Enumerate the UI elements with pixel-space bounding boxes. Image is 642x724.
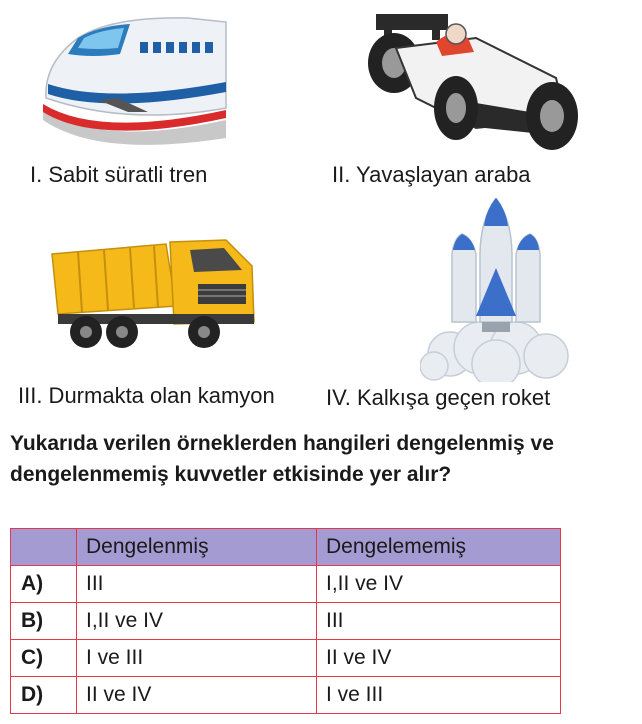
- question-text: Yukarıda verilen örneklerden hangileri dengelenmiş ve dengelenmemiş kuvvetler etkisinde yer alır?: [10, 432, 554, 486]
- unbalanced-cell: III: [317, 603, 561, 640]
- train-illustration: [38, 8, 230, 146]
- option-label: A): [11, 566, 77, 603]
- caption-train: I. Sabit süratli tren: [30, 162, 208, 187]
- table-row[interactable]: [11, 566, 561, 603]
- caption-car: II. Yavaşlayan araba: [332, 162, 531, 187]
- balanced-cell: I ve III: [77, 640, 317, 677]
- rocket-illustration: [420, 198, 572, 382]
- balanced-cell: III: [77, 566, 317, 603]
- balanced-cell: I,II ve IV: [77, 603, 317, 640]
- unbalanced-cell: II ve IV: [317, 640, 561, 677]
- unbalanced-cell: I ve III: [317, 677, 561, 714]
- table-row[interactable]: [11, 677, 561, 714]
- option-label: D): [11, 677, 77, 714]
- table-row[interactable]: [11, 603, 561, 640]
- header-cell-balanced: Dengelenmiş: [77, 529, 317, 566]
- caption-rocket: IV. Kalkışa geçen roket: [326, 385, 551, 410]
- caption-truck: III. Durmakta olan kamyon: [18, 383, 275, 408]
- race-car-illustration: [356, 8, 584, 153]
- dump-truck-illustration: [48, 236, 258, 354]
- header-cell-unbalanced: Dengelememiş: [317, 529, 561, 566]
- table-row[interactable]: [11, 640, 561, 677]
- table-header-row: [11, 529, 561, 566]
- option-label: C): [11, 640, 77, 677]
- option-label: B): [11, 603, 77, 640]
- header-cell-empty: [11, 529, 77, 566]
- balanced-cell: II ve IV: [77, 677, 317, 714]
- unbalanced-cell: I,II ve IV: [317, 566, 561, 603]
- answer-table: [10, 528, 561, 714]
